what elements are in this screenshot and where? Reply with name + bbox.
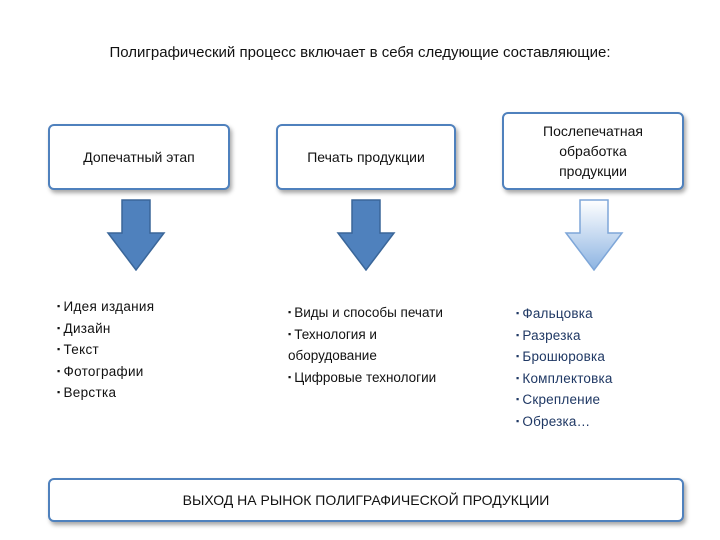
bullet-icon: ▪ (516, 372, 520, 383)
bullet-icon: ▪ (288, 328, 292, 339)
stage-label-postpress: Послепечатная обработка продукции (543, 123, 643, 179)
result-label: ВЫХОД НА РЫНОК ПОЛИГРАФИЧЕСКОЙ ПРОДУКЦИИ (182, 492, 550, 508)
list-item: ▪ Верстка (57, 385, 117, 400)
list-item: ▪ Технология и оборудование (288, 326, 377, 363)
list-item: ▪ Комплектовка (516, 370, 613, 386)
stage-items-postpress (516, 303, 613, 432)
bullet-icon: ▪ (57, 344, 61, 354)
list-item: ▪ Идея издания (57, 299, 155, 314)
list-item: ▪ Обрезка… (516, 413, 591, 429)
bullet-icon: ▪ (516, 415, 520, 426)
stage-label-printing: Печать продукции (307, 149, 425, 165)
result-box (48, 478, 684, 522)
bullet-icon: ▪ (57, 322, 61, 333)
bullet-icon: ▪ (57, 387, 61, 397)
list-item: ▪ Дизайн (57, 320, 111, 336)
bullet-icon: ▪ (57, 301, 61, 311)
list-item: ▪ Брошюровка (516, 349, 606, 364)
bullet-icon: ▪ (57, 365, 61, 376)
stage-items-printing (288, 302, 458, 388)
down-arrow-icon (564, 199, 624, 271)
list-item: ▪ Виды и способы печати (288, 305, 443, 320)
stage-box-printing (276, 124, 456, 190)
list-item: ▪ Цифровые технологии (288, 369, 437, 385)
list-item: ▪ Разрезка (516, 327, 581, 343)
stage-box-prepress (48, 124, 230, 190)
stage-items-prepress (57, 296, 154, 404)
bullet-icon: ▪ (288, 371, 292, 382)
down-arrow-icon (106, 199, 166, 271)
bullet-icon: ▪ (516, 394, 520, 404)
stage-label-prepress: Допечатный этап (83, 149, 195, 165)
down-arrow-icon (336, 199, 396, 271)
list-item: ▪ Текст (57, 342, 99, 357)
bullet-icon: ▪ (516, 329, 520, 340)
list-item: ▪ Скрепление (516, 392, 601, 407)
bullet-icon: ▪ (516, 351, 520, 361)
diagram-title: Полиграфический процесс включает в себя следующие составляющие: (109, 44, 611, 61)
list-item: ▪ Фальцовка (516, 306, 593, 321)
bullet-icon: ▪ (288, 307, 292, 317)
bullet-icon: ▪ (516, 308, 520, 318)
list-item: ▪ Фотографии (57, 363, 144, 379)
stage-box-postpress (502, 112, 684, 190)
